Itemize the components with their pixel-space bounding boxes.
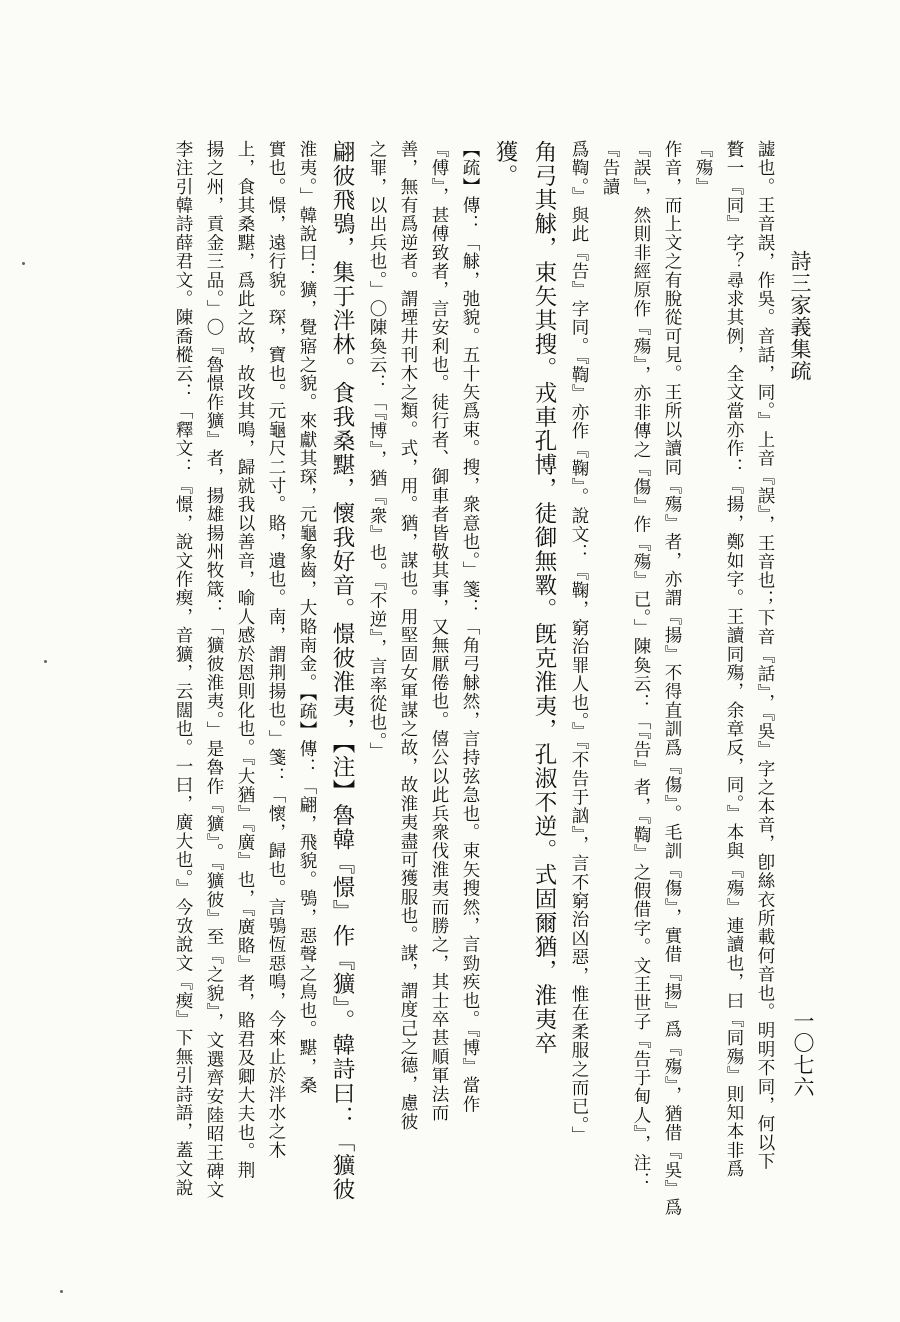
verse-column: 角弓其觩，束矢其搜。戎車孔博，徒御無斁。旣克淮夷，孔淑不逆。式固爾猶，淮夷卒	[531, 140, 557, 1056]
text-column: 譃也。王音誤，作吳。音話，同。』上音『誤』，王音也；下音『話』，『吳』字之本音，卽絲衣所載何音也。明明不同，何以下	[755, 140, 775, 1171]
text-column: 之罪，以出兵也。」〇陳奐云：「『博』，猶『衆』也。『不逆』，言率從也。」	[367, 140, 387, 761]
text-column: 贅一『同』字？尋求其例，全文當亦作：『揚，鄭如字。王讀同殤，余章反，同。』本與『殤』連讀也，曰『同殤』則知本非爲『殤』	[693, 140, 744, 1179]
text-column: 善，無有爲逆者。謂堙井刊木之類。式，用。猶，謀也。用堅固女軍謀之故，故淮夷盡可獲服也。謀，謂度己之德，慮彼	[398, 140, 418, 1132]
text-column: 淮夷。」韓說曰：獷，覺寤之貌。來獻其琛，元龜象齒，大賂南金。【疏】傳：「翩，飛貌。鴞，惡聲之鳥也。黮，桑	[297, 140, 317, 1095]
text-column: 『傅』，甚傅致者，言安利也。徒行者、御車者皆敬其事，又無厭倦也。僖公以此兵衆伐淮夷而勝之，其士卒甚順軍法而	[429, 140, 449, 1123]
scan-speck	[22, 262, 25, 265]
scan-speck	[60, 1290, 63, 1293]
verse-column: 獲。	[492, 140, 518, 189]
text-column: 實也。憬，遠行貌。琛，寶也。元龜尺二寸。賂，遺也。南，謂荆揚也。」箋：「懷，歸也。言鴞恆惡鳴，今來止於泮水之木	[266, 140, 286, 1160]
text-column: 揚之州，貢金三品。」〇『魯憬作獷』者，揚雄揚州牧箴：「獷彼淮夷。」是魯作『獷』。『獷彼』至『之貌』，文選齊安陸昭王碑文	[204, 140, 224, 1200]
verse-column: 翩彼飛鴞，集于泮林。食我桑黮，懷我好音。憬彼淮夷，【注】魯韓『憬』作『獷』。韓詩曰：「獷彼	[329, 140, 355, 1202]
text-column: 李注引韓詩薛君文。陳喬樅云：「釋文：『憬，說文作瘈，音獷，云闊也。一曰，廣大也。』今攷說文『瘈』下無引詩語，蓋文說	[173, 140, 193, 1198]
text-column: 『誤』，然則非經原作『殤』，亦非傳之『傷』作『殤』已。」陳奐云：「『告』者，『鞫』之假借字。文王世子『告于甸人』，注：『告讀	[600, 140, 651, 1191]
body-text	[120, 140, 780, 1220]
text-column: 上，食其桑黮，爲此之故，故改其鳴，歸就我以善音，喻人感於恩則化也。『大猶』『廣』也，『廣賂』者，賂君及卿大夫也。荆	[235, 140, 255, 1180]
text-column: 【疏】傳：「觩，弛貌。五十矢爲束。搜，衆意也。」箋：「角弓觩然，言持弦急也。束矢搜然，言勁疾也。『博』當作	[460, 140, 480, 1114]
text-column: 爲鞫。』與此『告』字同。『鞫』亦作『鞠』。說文：『鞠，窮治罪人也。』『不告于訩』，言不窮治凶惡，惟在柔服之而已。」	[569, 140, 589, 1145]
page-number: 一〇七六	[791, 1010, 815, 1098]
running-head-title: 詩三家義集疏	[788, 250, 812, 382]
text-column: 作音，而上文之有脫從可見。王所以讀同『殤』者，亦謂『揚』不得直訓爲『傷』。毛訓『傷』，實借『揚』爲『殤』，猶借『吳』爲	[662, 140, 682, 1218]
scan-speck	[44, 660, 47, 663]
